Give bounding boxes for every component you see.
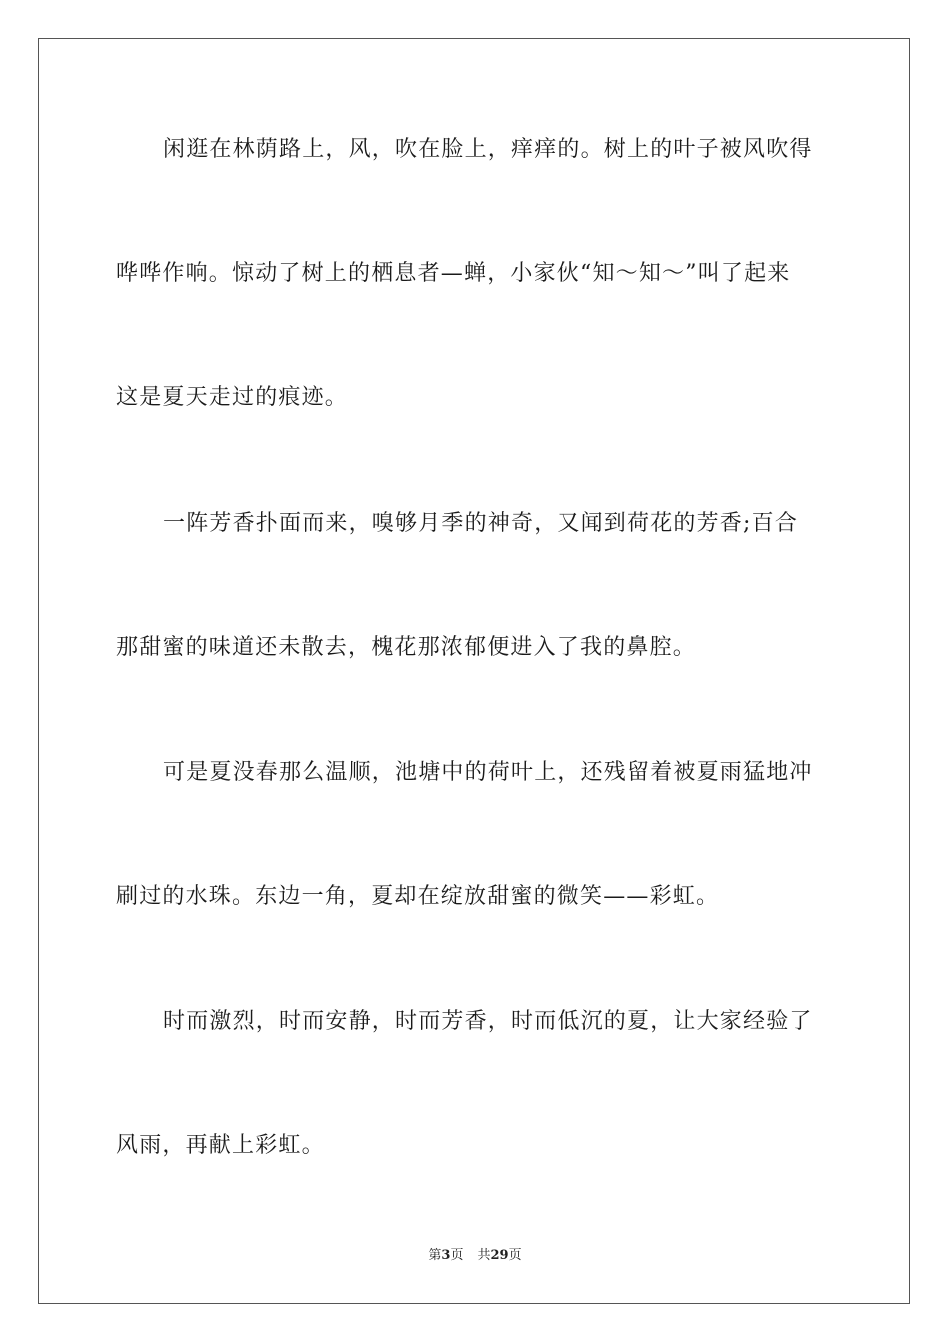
paragraph-2-line-2: 那甜蜜的味道还未散去，槐花那浓郁便进入了我的鼻腔。 xyxy=(116,635,697,660)
paragraph-1-line-3: 这是夏天走过的痕迹。 xyxy=(116,385,349,410)
page-number: 3 xyxy=(441,1248,451,1263)
page-prefix: 第 xyxy=(428,1248,442,1263)
paragraph-4-line-1: 时而激烈，时而安静，时而芳香，时而低沉的夏，让大家经验了 xyxy=(163,1009,813,1034)
total-pages: 29 xyxy=(490,1248,509,1263)
paragraph-3-line-2: 刷过的水珠。东边一角，夏却在绽放甜蜜的微笑——彩虹。 xyxy=(116,884,720,909)
total-prefix: 共 xyxy=(477,1248,491,1263)
paragraph-1-line-2: 哗哗作响。惊动了树上的栖息者—蝉，小家伙“知～知～”叫了起来 xyxy=(116,261,791,286)
page-suffix: 页 xyxy=(450,1248,464,1263)
total-suffix: 页 xyxy=(508,1248,522,1263)
paragraph-1-line-1: 闲逛在林荫路上，风，吹在脸上，痒痒的。树上的叶子被风吹得 xyxy=(163,137,813,162)
paragraph-4-line-2: 风雨，再献上彩虹。 xyxy=(116,1133,325,1158)
paragraph-2-line-1: 一阵芳香扑面而来，嗅够月季的神奇，又闻到荷花的芳香;百合 xyxy=(163,511,799,536)
page-footer xyxy=(0,1247,950,1265)
page-border xyxy=(38,38,910,1304)
paragraph-3-line-1: 可是夏没春那么温顺，池塘中的荷叶上，还残留着被夏雨猛地冲 xyxy=(163,760,813,785)
